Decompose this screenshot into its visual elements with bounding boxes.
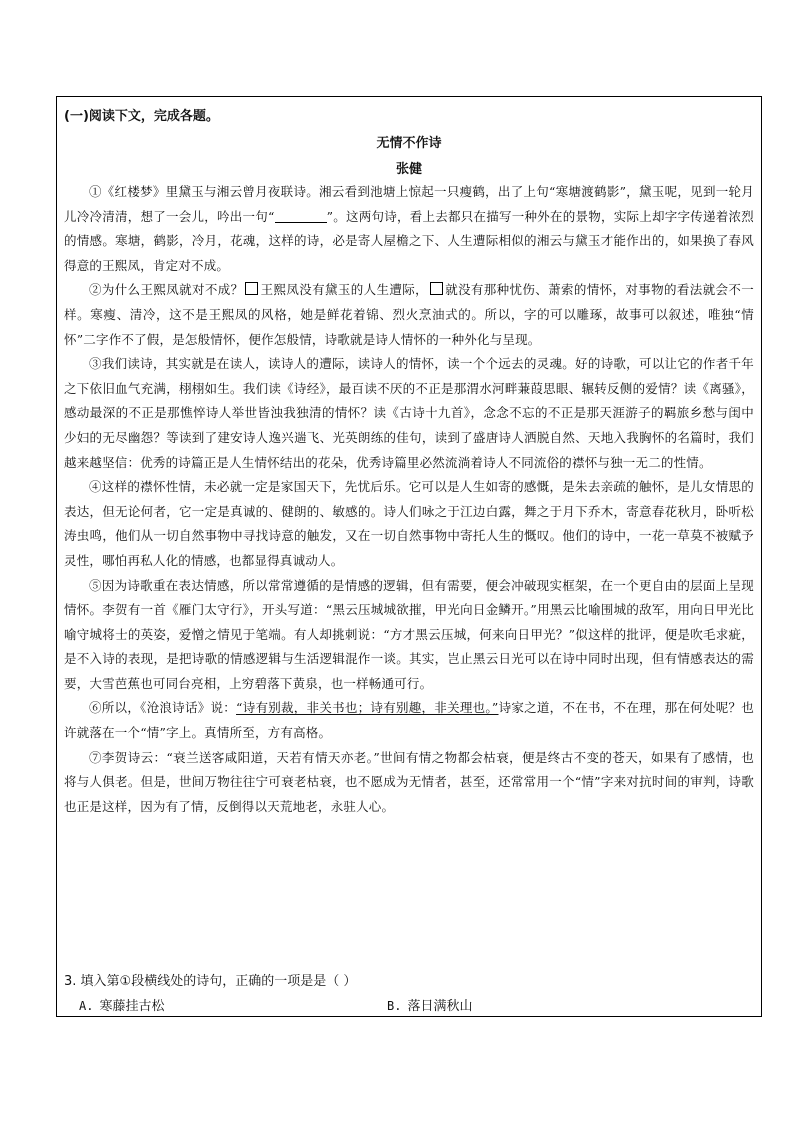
paragraph-5: ⑤因为诗歌重在表达情感，所以常常遵循的是情感的逻辑，但有需要，便会冲破现实框架，在一个更自由的层面上呈现情怀。李贺有一首《雁门太守行》，开头写道：“黑云压城城欲摧，甲光向日金鳞开。”用黑云比喻围城的敌军，用向日甲光比喻守城将士的英姿，爱憎之情见于笔端。有人却挑刺说：“方才黑云压城，何来向日甲光？”似这样的批评，便是吹毛求疵，是不入诗的表现，是把诗歌的情感逻辑与生活逻辑混作一谈。其实，岂止黑云日光可以在诗中同时出现，但有情感表达的需要，大雪芭蕉也可同台亮相，上穷碧落下黄泉，也一样畅通可行。 (64, 577, 754, 691)
option-a[interactable] (79, 995, 164, 1014)
paragraph-1 (64, 180, 754, 278)
p6-text-a: ⑥所以，《沧浪诗话》说： (89, 700, 237, 716)
p2-text-a: ②为什么王熙凤就对不成？ (89, 282, 244, 298)
article-body (64, 180, 754, 819)
fill-in-blank (275, 208, 327, 223)
paragraph-7: ⑦李贺诗云：“衰兰送客咸阳道，天若有情天亦老。”世间有情之物都会枯衰，便是终古不变的苍天，如果有了感情，也将与人俱老。但是，世间万物往往宁可衰老枯衰，也不愿成为无情者，甚至，还常常用一个“情”字来对抗时间的审判，诗歌也正是这样，因为有了情，反倒得以天荒地老，永驻人心。 (64, 749, 754, 814)
underlined-quote: “诗有别裁，非关书也；诗有别趣，非关理也。” (236, 700, 499, 716)
paragraph-6 (64, 696, 754, 745)
blank-box-2 (430, 282, 443, 295)
question-3-stem: 3. 填入第①段横线处的诗句，正确的一项是是（ ） (64, 974, 357, 989)
section-heading: (一)阅读下文，完成各题。 (64, 109, 219, 124)
p6-text-b: 诗家之道，不在书，不在理，那在何处呢？也许就落在一个“情”字上。真情所至，方有高格。 (64, 700, 754, 741)
p1-text-a: ①《红楼梦》里黛玉与湘云曾月夜联诗。湘云看到池塘上惊起一只瘦鹤，出了上句“寒塘渡鹤影”，黛玉呢，见到一轮月儿冷冷清清，想了一会儿，吟出一句“ (64, 184, 754, 224)
p1-text-b: ”。这两句诗，看上去都只在描写一种外在的景物，实际上却字字传递着浓烈的情感。寒塘，鹤影，冷月，花魂，这样的诗，必是寄人屋檐之下、人生遭际相似的湘云与黛玉才能作出的，如果换了春风得意的王熙凤，肯定对不成。 (64, 208, 754, 273)
option-b-key: B. (387, 999, 402, 1013)
article-author: 张健 (395, 162, 422, 177)
article-title: 无情不作诗 (376, 136, 442, 151)
paragraph-3: ③我们读诗，其实就是在读人，读诗人的遭际，读诗人的情怀，读一个个远去的灵魂。好的诗歌，可以让它的作者千年之下依旧血气充满，栩栩如生。我们读《诗经》，最百读不厌的不正是那渭水河畔蒹葭思眼、辗转反侧的爱情？读《离骚》，感动最深的不正是那憔悴诗人举世皆浊我独清的情怀？读《古诗十九首》，念念不忘的不正是那天涯游子的羁旅乡愁与闺中少妇的无尽幽怨？等读到了建安诗人逸兴遄飞、光英朗练的佳句，读到了盛唐诗人洒脱自然、天地入我胸怀的名篇时，我们越来越坚信：优秀的诗篇正是人生情怀结出的花朵，优秀诗篇里必然流淌着诗人不同流俗的襟怀与独一无二的性情。 (64, 356, 754, 470)
p2-text-b: 王熙凤没有黛玉的人生遭际， (260, 282, 429, 298)
p2-text-c: 就没有那种忧伤、萧索的情怀，对事物的看法就会不一样。寒瘦、清冷，这不是王熙凤的风格，她是鲜花着锦、烈火烹油式的。所以，字的可以雕琢，故事可以叙述，唯独“情怀”二字作不了假，是怎般情怀，便作怎般情，诗歌就是诗人情怀的一种外化与呈现。 (64, 282, 754, 347)
reading-passage-box (56, 96, 762, 1017)
option-a-key: A. (79, 999, 94, 1013)
paragraph-4: ④这样的襟怀性情，未必就一定是家国天下，先忧后乐。它可以是人生如寄的感慨，是朱去亲疏的触怀，是儿女情思的表达，但无论何者，它一定是真诚的、健朗的、敏感的。诗人们咏之于江边白露，舞之于月下乔木，寄意春花秋月，卧听松涛虫鸣，他们从一切自然事物中寻找诗意的触发，又在一切自然事物中寄托人生的慨叹。他们的诗中，一花一草莫不被赋予灵性，哪怕再私人化的情感，也都显得真诚动人。 (64, 479, 754, 568)
option-a-text: 寒藤挂古松 (99, 999, 165, 1014)
option-b[interactable] (387, 995, 472, 1014)
paragraph-2 (64, 278, 754, 352)
option-b-text: 落日满秋山 (407, 999, 473, 1014)
blank-box-1 (245, 282, 258, 295)
